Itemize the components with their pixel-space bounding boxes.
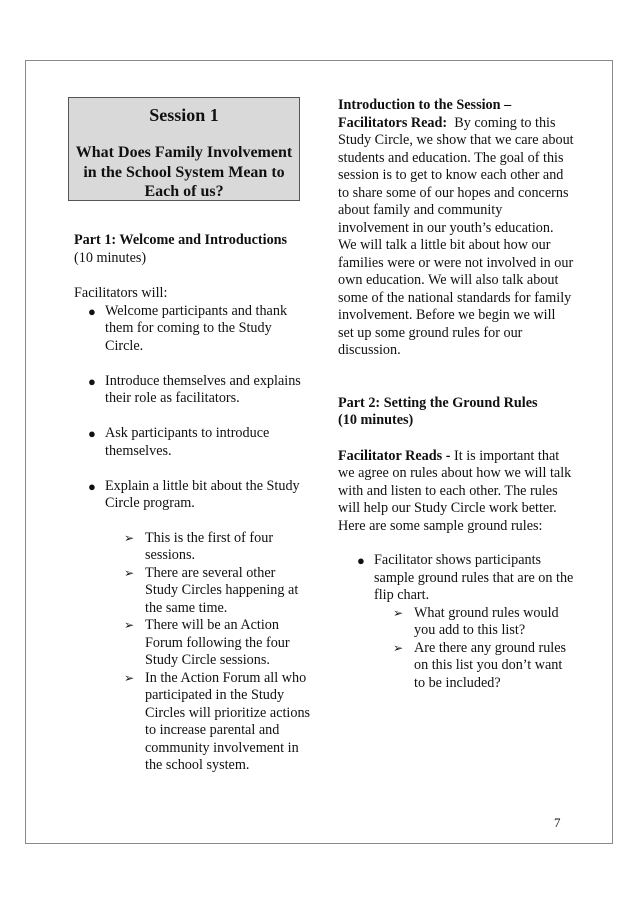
arrow-bullet-icon: ➢ <box>393 605 404 620</box>
list-item: ➢ What ground rules would you add to this list? <box>393 604 559 638</box>
part2-heading-block <box>338 395 574 430</box>
list-item: ➢ There are several other Study Circles happening at the same time. <box>124 564 299 616</box>
list-item: ➢ This is the first of four sessions. <box>124 529 274 563</box>
list-item: ● Explain a little bit about the Study Circle program. <box>88 477 300 511</box>
intro-body: By coming to this Study Circle, we show that we care about students and education. The goal of this session is to get to know each other and to share some of our hopes and concerns about family and community involvement in our youth’s education. We will talk a little bit about how our families were or were not involved in our own education. We will also talk about some of the national standards for family involvement. Before we begin we will set up some ground rules for our discussion. <box>338 114 574 358</box>
list-item: ● Introduce themselves and explains their role as facilitators. <box>88 372 301 406</box>
arrow-bullet-icon: ➢ <box>393 640 404 655</box>
arrow-bullet-icon: ➢ <box>124 565 135 580</box>
intro-read-label: Facilitators Read: <box>338 114 448 131</box>
facilitators-label: Facilitators will: <box>74 285 168 301</box>
bullet-dot-icon: ● <box>88 426 96 441</box>
right-column <box>338 97 574 692</box>
left-column <box>74 97 312 775</box>
list-item: ➢ There will be an Action Forum following the four Study Circle sessions. <box>124 617 290 668</box>
part2-duration: (10 minutes) <box>338 412 414 428</box>
bullet-dot-icon: ● <box>88 303 96 319</box>
list-item: ➢ Are there any ground rules on this list you don’t want to be included? <box>393 639 567 691</box>
session-title: Session 1 <box>149 105 219 125</box>
arrow-bullet-icon: ➢ <box>124 618 135 632</box>
part2-sub-bullet-list <box>374 605 574 693</box>
arrow-bullet-icon: ➢ <box>124 530 135 545</box>
part2-body: It is important that we agree on rules about how we will talk with and listen to each other. The rules will help our Study Circle work better. Here are some sample ground rules: <box>338 447 572 534</box>
bullet-dot-icon: ● <box>88 373 96 389</box>
bullet-dot-icon: ● <box>88 478 96 494</box>
page-number: 7 <box>554 815 561 830</box>
part1-sub-bullet-list <box>74 530 312 775</box>
session-subtitle: What Does Family Involvement in the School System Mean to Each of us? <box>75 144 293 200</box>
part2-heading: Part 2: Setting the Ground Rules <box>338 394 538 411</box>
list-item: ● Facilitator shows participants sample ground rules that are on the flip chart. ➢ What ground rules would you add to this list? ➢ Are there any ground rules on this list you don’t want to be included? <box>357 552 574 691</box>
list-item: ● Welcome participants and thank them for coming to the Study Circle. <box>88 302 288 354</box>
list-item: ➢ In the Action Forum all who participated in the Study Circles will prioritize actions to increase parental and community involvement in the school system. <box>124 669 311 773</box>
intro-paragraph <box>338 97 574 360</box>
part1-duration: (10 minutes) <box>74 249 147 266</box>
bullet-dot-icon: ● <box>357 553 365 568</box>
part2-paragraph <box>338 448 574 536</box>
arrow-bullet-icon: ➢ <box>124 670 135 685</box>
part2-read-label: Facilitator Reads - <box>338 447 451 464</box>
part2-bullet-list <box>338 552 574 692</box>
session-title-box <box>68 97 300 201</box>
list-item: ● Ask participants to introduce themselves. <box>88 425 270 459</box>
part1-bullet-list <box>74 303 312 513</box>
intro-heading: Introduction to the Session – <box>338 97 512 113</box>
part1-heading: Part 1: Welcome and Introductions <box>74 232 288 248</box>
